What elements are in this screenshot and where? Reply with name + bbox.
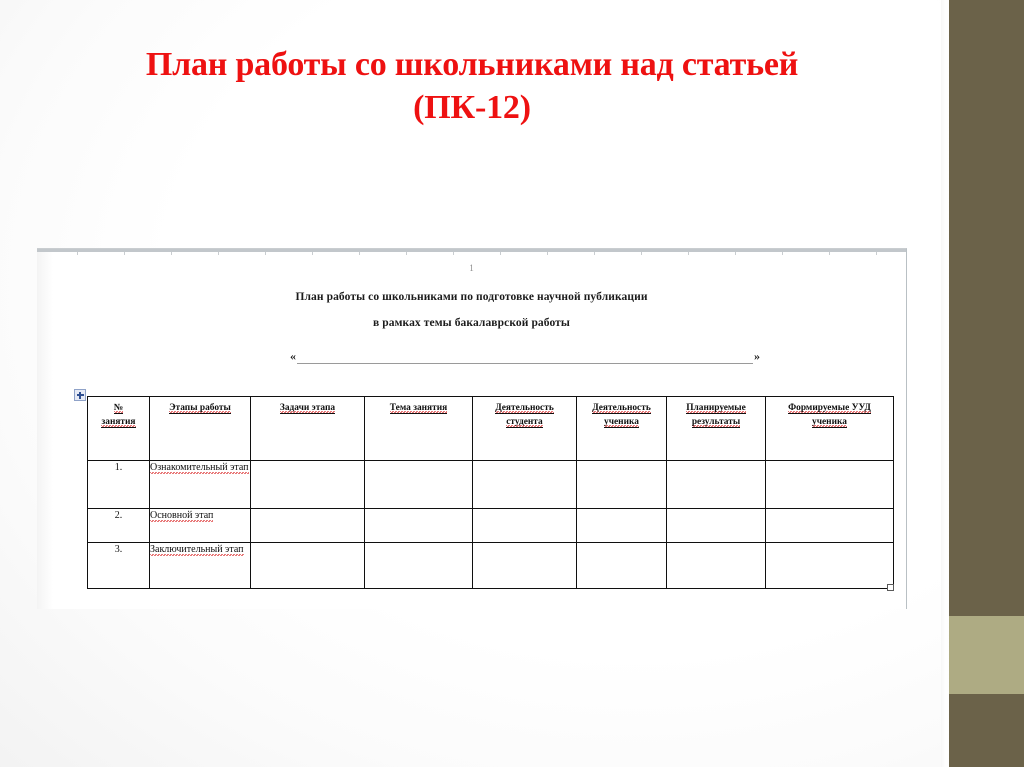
column-header-topic[interactable]: [365, 397, 473, 461]
table-row: [88, 509, 894, 543]
quote-open: «: [290, 349, 296, 363]
work-plan-table: [87, 396, 894, 589]
column-header-uud[interactable]: [766, 397, 894, 461]
column-header-pupil-activity-l2: ученика: [604, 416, 639, 427]
cell-stage[interactable]: [150, 543, 251, 589]
cell-planned-results[interactable]: [667, 461, 766, 509]
cell-topic[interactable]: [365, 543, 473, 589]
cell-uud[interactable]: [766, 543, 894, 589]
table-header: [88, 397, 894, 461]
quote-close: »: [754, 349, 760, 363]
column-header-stages-l1: Этапы работы: [169, 403, 231, 413]
table-row: [88, 543, 894, 589]
column-header-pupil-activity-l1: Деятельность: [592, 403, 651, 413]
cell-stage[interactable]: [150, 461, 251, 509]
cell-tasks[interactable]: [251, 461, 365, 509]
cell-tasks[interactable]: [251, 543, 365, 589]
column-header-student-activity-l2: студента: [506, 416, 543, 427]
column-header-lesson-number[interactable]: [88, 397, 150, 461]
column-header-stages[interactable]: [150, 397, 251, 461]
thesis-title-blank: [290, 349, 760, 364]
column-header-student-activity-l1: Деятельность: [495, 403, 554, 413]
document-ruler-ticks: [77, 252, 897, 255]
slide-title: [52, 44, 892, 130]
document-heading-line1: План работы со школьниками по подготовке научной публикации: [295, 291, 648, 303]
column-header-planned-results-l2: результаты: [691, 416, 741, 427]
cell-lesson-number[interactable]: 1.: [88, 461, 150, 509]
cell-tasks[interactable]: [251, 509, 365, 543]
slide-accent-gap: [941, 0, 949, 767]
document-heading: [37, 291, 906, 343]
cell-lesson-number[interactable]: 2.: [88, 509, 150, 543]
cell-stage[interactable]: [150, 509, 251, 543]
cell-pupil-activity[interactable]: [577, 543, 667, 589]
slide-title-line1: План работы со школьниками над статьей: [145, 46, 799, 83]
cell-planned-results[interactable]: [667, 509, 766, 543]
cell-stage-text: Заключительный этап: [150, 544, 244, 555]
column-header-topic-l1: Тема занятия: [389, 403, 448, 413]
cell-student-activity[interactable]: [473, 543, 577, 589]
cell-uud[interactable]: [766, 509, 894, 543]
column-header-student-activity[interactable]: [473, 397, 577, 461]
cell-stage-text: Основной этап: [150, 510, 214, 521]
column-header-lesson-number-l1: №: [113, 403, 124, 413]
cell-lesson-number[interactable]: 3.: [88, 543, 150, 589]
cell-topic[interactable]: [365, 461, 473, 509]
column-header-planned-results[interactable]: [667, 397, 766, 461]
table-body: [88, 461, 894, 589]
cell-planned-results[interactable]: [667, 543, 766, 589]
cell-pupil-activity[interactable]: [577, 461, 667, 509]
thesis-title-input[interactable]: [297, 352, 753, 364]
cell-topic[interactable]: [365, 509, 473, 543]
column-header-planned-results-l1: Планируемые: [686, 403, 746, 413]
cell-stage-text: Ознакомительный этап: [150, 462, 249, 473]
cell-uud[interactable]: [766, 461, 894, 509]
page-number: 1: [469, 263, 474, 273]
document-heading-line2: в рамках темы бакалаврской работы: [372, 317, 571, 329]
column-header-tasks-l1: Задачи этапа: [279, 403, 336, 413]
column-header-pupil-activity[interactable]: [577, 397, 667, 461]
column-header-uud-l1: Формируемые УУД: [788, 403, 871, 413]
table-move-handle-icon[interactable]: [74, 389, 86, 401]
cell-student-activity[interactable]: [473, 509, 577, 543]
cell-pupil-activity[interactable]: [577, 509, 667, 543]
cell-student-activity[interactable]: [473, 461, 577, 509]
table-header-row: [88, 397, 894, 461]
slide-title-line2: (ПК-12): [413, 88, 531, 126]
column-header-lesson-number-l2: занятия: [101, 416, 136, 427]
column-header-uud-l2: ученика: [812, 416, 847, 427]
table-row: [88, 461, 894, 509]
slide-accent-bar-light: [948, 616, 1024, 694]
table-resize-handle-icon[interactable]: [887, 584, 894, 591]
column-header-tasks[interactable]: [251, 397, 365, 461]
